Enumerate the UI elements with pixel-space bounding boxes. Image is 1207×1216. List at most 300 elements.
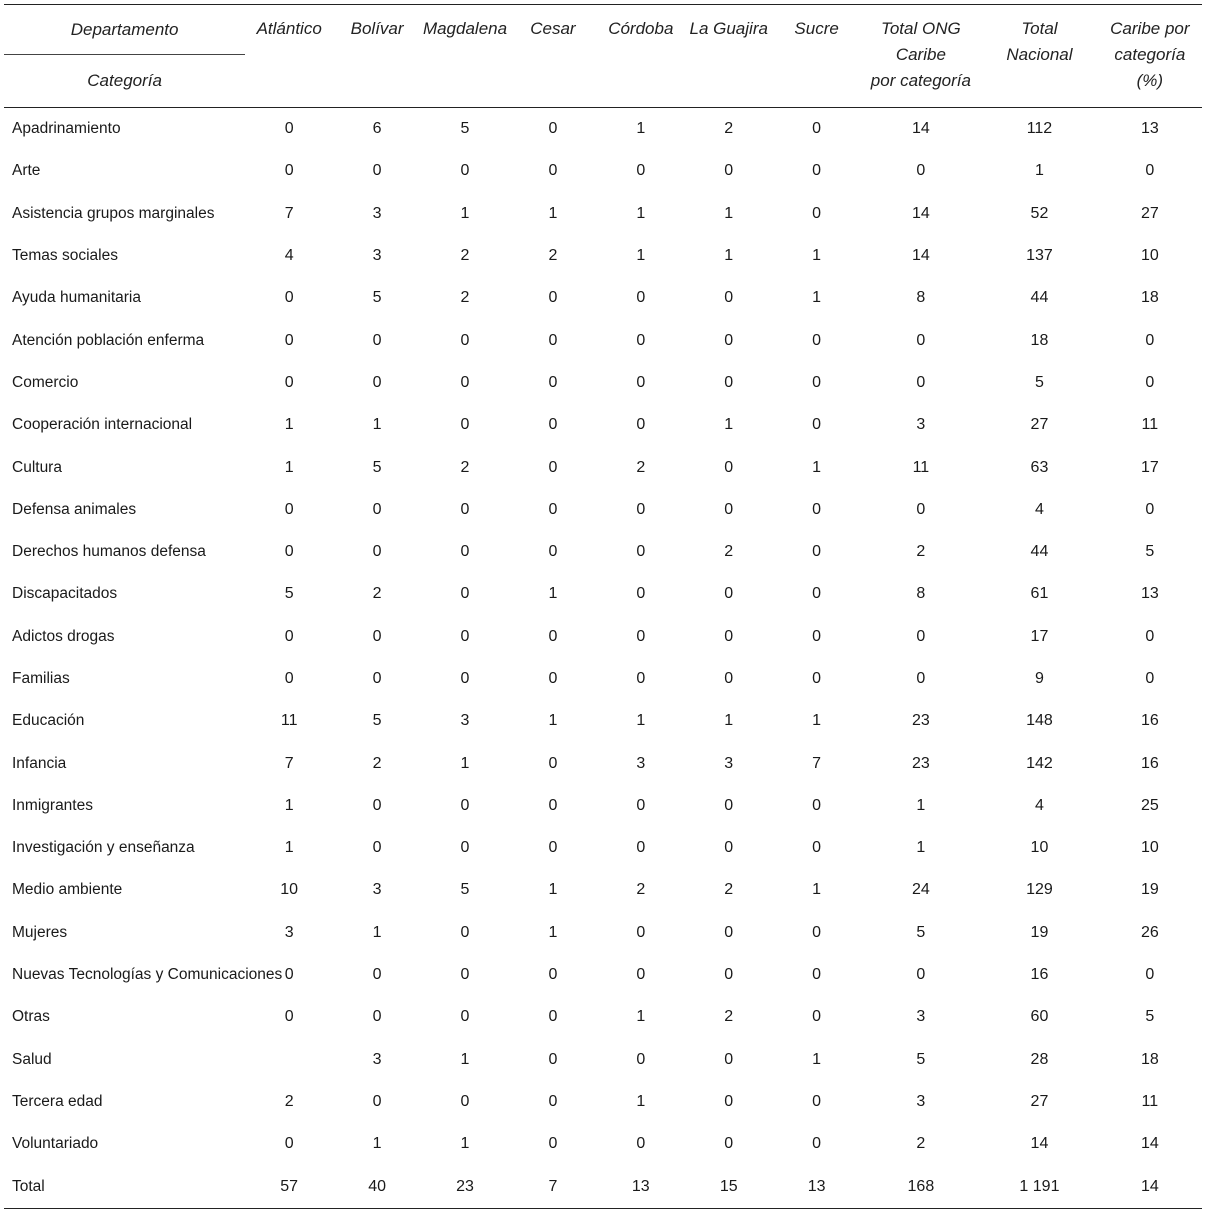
- value-cell: 14: [911, 204, 930, 222]
- category-cell: Defensa animales: [12, 500, 137, 518]
- value-cell: 1: [636, 247, 646, 265]
- value-cell: 0: [284, 500, 294, 518]
- value-cell: 1: [812, 881, 822, 899]
- value-cell: 0: [460, 162, 470, 180]
- category-cell: Comercio: [12, 373, 79, 391]
- value-cell: 0: [1145, 373, 1155, 391]
- value-cell: 3: [372, 881, 382, 899]
- value-cell: 0: [812, 120, 822, 138]
- value-cell: 0: [636, 331, 646, 349]
- value-cell: 0: [372, 1008, 382, 1026]
- value-cell: 1: [460, 1050, 470, 1068]
- value-cell: 5: [916, 1050, 926, 1068]
- value-cell: 0: [460, 1008, 470, 1026]
- value-cell: 5: [372, 458, 382, 476]
- value-cell: 1 191: [981, 1165, 1098, 1208]
- category-cell: Tercera edad: [12, 1092, 103, 1110]
- value-cell: 0: [1145, 670, 1155, 687]
- value-cell: 1: [724, 416, 734, 434]
- value-cell: 4: [1034, 796, 1044, 814]
- value-cell: 5: [460, 881, 470, 899]
- value-cell: 8: [916, 289, 926, 307]
- value-cell: 0: [1145, 500, 1155, 518]
- value-cell: 0: [548, 416, 558, 434]
- table-row: [4, 616, 1202, 658]
- value-cell: 1: [548, 712, 558, 730]
- value-cell: 5: [916, 923, 926, 941]
- table-row: [4, 319, 1202, 361]
- value-cell: 1: [460, 204, 470, 222]
- table-row: [4, 954, 1202, 996]
- value-cell: 0: [284, 373, 294, 391]
- value-cell: 1: [548, 585, 558, 603]
- header-total-caribe-line1: Total ONG Caribe: [881, 19, 961, 64]
- value-cell: 27: [1030, 416, 1049, 434]
- table-row-total: [4, 1165, 1202, 1208]
- value-cell: 0: [460, 500, 470, 518]
- value-cell: 0: [812, 1135, 822, 1153]
- value-cell: 0: [548, 1135, 558, 1153]
- value-cell: 40: [333, 1165, 421, 1208]
- value-cell: 0: [284, 627, 294, 645]
- value-cell: 1: [372, 923, 382, 941]
- value-cell: 0: [724, 585, 734, 603]
- value-cell: 17: [1140, 458, 1159, 476]
- value-cell: 19: [1140, 881, 1159, 899]
- value-cell: 1: [636, 712, 646, 730]
- value-cell: 0: [460, 1092, 470, 1110]
- value-cell: 1: [284, 416, 294, 434]
- value-cell: 0: [916, 670, 926, 687]
- value-cell: 0: [548, 754, 558, 772]
- value-cell: 0: [548, 120, 558, 138]
- value-cell: 57: [245, 1165, 333, 1208]
- value-cell: 27: [1030, 1092, 1049, 1110]
- value-cell: 2: [460, 458, 470, 476]
- value-cell: 1: [916, 796, 926, 814]
- value-cell: 1: [812, 289, 822, 307]
- value-cell: 0: [372, 543, 382, 561]
- value-cell: 0: [460, 373, 470, 391]
- table-row: [4, 658, 1202, 700]
- value-cell: 0: [548, 1092, 558, 1110]
- value-cell: 0: [724, 331, 734, 349]
- value-cell: 0: [636, 543, 646, 561]
- value-cell: 0: [372, 839, 382, 857]
- table-row: [4, 235, 1202, 277]
- value-cell: 1: [636, 1008, 646, 1026]
- value-cell: 0: [372, 373, 382, 391]
- value-cell: 0: [636, 373, 646, 391]
- value-cell: 9: [1034, 670, 1044, 687]
- value-cell: 2: [636, 881, 646, 899]
- value-cell: 0: [636, 1050, 646, 1068]
- value-cell: 6: [372, 120, 382, 138]
- category-cell: Adictos drogas: [12, 627, 115, 645]
- value-cell: 0: [636, 162, 646, 180]
- value-cell: 11: [1141, 416, 1159, 434]
- value-cell: 0: [916, 162, 926, 180]
- table-row: [4, 150, 1202, 192]
- header-total-nacional: [981, 5, 1098, 108]
- value-cell: 0: [548, 500, 558, 518]
- value-cell: 0: [372, 1092, 382, 1110]
- value-cell: 1: [284, 839, 294, 857]
- value-cell: 2: [724, 881, 734, 899]
- value-cell: 5: [372, 712, 382, 730]
- value-cell: 14: [1098, 1165, 1202, 1208]
- value-cell: 17: [1030, 627, 1049, 645]
- header-categoria: Categoría: [4, 55, 245, 108]
- value-cell: 0: [548, 543, 558, 561]
- category-cell: Familias: [12, 670, 70, 687]
- value-cell: 129: [1026, 881, 1053, 899]
- value-cell: 0: [636, 1135, 646, 1153]
- table-row: [4, 742, 1202, 784]
- value-cell: 2: [460, 289, 470, 307]
- value-cell: 0: [812, 670, 822, 687]
- value-cell: 0: [1145, 627, 1155, 645]
- value-cell: 0: [460, 331, 470, 349]
- header-col-atlantico: Atlántico: [245, 5, 333, 108]
- category-cell: Total: [4, 1165, 245, 1208]
- value-cell: 25: [1140, 796, 1159, 814]
- value-cell: 23: [421, 1165, 509, 1208]
- value-cell: 0: [548, 839, 558, 857]
- category-cell: Cooperación internacional: [12, 416, 193, 434]
- value-cell: 18: [1030, 331, 1049, 349]
- category-cell: Derechos humanos defensa: [12, 543, 206, 561]
- table-body: [4, 108, 1202, 1209]
- value-cell: 0: [636, 670, 646, 687]
- value-cell: 52: [1030, 204, 1049, 222]
- header-col-magdalena: Magdalena: [421, 5, 509, 108]
- value-cell: 3: [724, 754, 734, 772]
- value-cell: 7: [509, 1165, 597, 1208]
- value-cell: 10: [1140, 247, 1159, 265]
- value-cell: 0: [284, 543, 294, 561]
- header-caribe-pct: [1098, 5, 1202, 108]
- value-cell: 0: [548, 373, 558, 391]
- value-cell: 0: [724, 966, 734, 984]
- table-row: [4, 827, 1202, 869]
- value-cell: 0: [372, 162, 382, 180]
- value-cell: 11: [912, 458, 930, 476]
- value-cell: 0: [372, 627, 382, 645]
- value-cell: 2: [916, 1135, 926, 1153]
- value-cell: 0: [724, 458, 734, 476]
- category-cell: Inmigrantes: [12, 796, 93, 814]
- value-cell: 7: [812, 754, 822, 772]
- value-cell: 0: [548, 289, 558, 307]
- value-cell: 11: [280, 712, 298, 730]
- value-cell: 2: [548, 247, 558, 265]
- value-cell: 1: [372, 416, 382, 434]
- value-cell: 148: [1026, 712, 1053, 730]
- value-cell: 7: [284, 204, 294, 222]
- category-cell: Voluntariado: [12, 1135, 99, 1153]
- value-cell: 1: [548, 923, 558, 941]
- value-cell: 0: [548, 458, 558, 476]
- header-total-caribe: [861, 5, 982, 108]
- value-cell: 0: [372, 331, 382, 349]
- value-cell: 15: [685, 1165, 773, 1208]
- table-row: [4, 489, 1202, 531]
- value-cell: 3: [636, 754, 646, 772]
- category-cell: Salud: [12, 1050, 52, 1068]
- category-cell: Infancia: [12, 754, 67, 772]
- value-cell: 0: [636, 966, 646, 984]
- value-cell: 0: [372, 670, 382, 687]
- value-cell: 0: [636, 289, 646, 307]
- value-cell: 0: [812, 500, 822, 518]
- value-cell: 5: [460, 120, 470, 138]
- value-cell: 3: [372, 204, 382, 222]
- category-cell: Apadrinamiento: [12, 120, 121, 138]
- value-cell: 0: [812, 1008, 822, 1026]
- value-cell: 0: [284, 289, 294, 307]
- value-cell: 3: [460, 712, 470, 730]
- value-cell: 0: [636, 796, 646, 814]
- table-row: [4, 446, 1202, 488]
- value-cell: 1: [460, 1135, 470, 1153]
- value-cell: 0: [812, 585, 822, 603]
- value-cell: 0: [1145, 966, 1155, 984]
- table-row: [4, 362, 1202, 404]
- value-cell: 3: [916, 1008, 926, 1026]
- table-row: [4, 193, 1202, 235]
- table-header: [4, 5, 1202, 108]
- value-cell: 0: [460, 923, 470, 941]
- value-cell: 0: [284, 966, 294, 984]
- value-cell: 0: [548, 627, 558, 645]
- value-cell: 0: [916, 500, 926, 518]
- value-cell: 5: [284, 585, 294, 603]
- value-cell: 0: [284, 1135, 294, 1153]
- value-cell: 44: [1030, 289, 1049, 307]
- value-cell: 7: [284, 754, 294, 772]
- value-cell: 0: [812, 923, 822, 941]
- ong-category-table: [4, 4, 1202, 1209]
- value-cell: 1: [812, 458, 822, 476]
- value-cell: 0: [284, 331, 294, 349]
- value-cell: 0: [284, 162, 294, 180]
- value-cell: 10: [1140, 839, 1159, 857]
- value-cell: 2: [372, 754, 382, 772]
- value-cell: 0: [460, 670, 470, 687]
- table-row: [4, 277, 1202, 319]
- header-total-nacional-line2: Nacional: [1006, 45, 1073, 64]
- value-cell: 0: [724, 796, 734, 814]
- value-cell: 61: [1030, 585, 1049, 603]
- value-cell: 0: [548, 670, 558, 687]
- value-cell: 0: [636, 923, 646, 941]
- value-cell: 3: [372, 1050, 382, 1068]
- value-cell: 0: [812, 543, 822, 561]
- value-cell: 0: [724, 289, 734, 307]
- value-cell: 0: [460, 585, 470, 603]
- header-caribe-pct-line2: categoría: [1114, 45, 1186, 64]
- value-cell: 1: [724, 712, 734, 730]
- value-cell: 0: [284, 670, 294, 687]
- value-cell: 16: [1140, 754, 1159, 772]
- value-cell: 0: [284, 1008, 294, 1026]
- value-cell: 13: [1140, 120, 1159, 138]
- value-cell: 26: [1140, 923, 1159, 941]
- value-cell: 0: [724, 162, 734, 180]
- value-cell: 11: [1141, 1092, 1159, 1110]
- category-cell: Investigación y enseñanza: [12, 839, 195, 857]
- category-cell: Medio ambiente: [12, 881, 123, 899]
- value-cell: 1: [548, 881, 558, 899]
- value-cell: 0: [812, 331, 822, 349]
- value-cell: 18: [1140, 1050, 1159, 1068]
- value-cell: 14: [911, 247, 930, 265]
- value-cell: 28: [1030, 1050, 1049, 1068]
- table-row: [4, 531, 1202, 573]
- value-cell: 1: [372, 1135, 382, 1153]
- value-cell: 0: [548, 966, 558, 984]
- value-cell: 2: [724, 1008, 734, 1026]
- header-col-cordoba: Córdoba: [597, 5, 685, 108]
- header-col-bolivar: Bolívar: [333, 5, 421, 108]
- category-cell: Mujeres: [12, 923, 68, 941]
- value-cell: 1: [548, 204, 558, 222]
- value-cell: 0: [724, 627, 734, 645]
- value-cell: 168: [861, 1165, 982, 1208]
- value-cell: 2: [724, 120, 734, 138]
- category-cell: Temas sociales: [12, 247, 118, 265]
- category-cell: Arte: [12, 162, 41, 180]
- value-cell: 0: [724, 670, 734, 687]
- value-cell: 1: [724, 204, 734, 222]
- value-cell: 5: [1145, 1008, 1155, 1026]
- value-cell: 0: [548, 1050, 558, 1068]
- header-caribe-pct-line3: (%): [1136, 71, 1164, 90]
- value-cell: 1: [460, 754, 470, 772]
- value-cell: 0: [724, 1135, 734, 1153]
- value-cell: 1: [636, 120, 646, 138]
- value-cell: 8: [916, 585, 926, 603]
- value-cell: 0: [636, 839, 646, 857]
- value-cell: 0: [548, 331, 558, 349]
- table-row: [4, 700, 1202, 742]
- value-cell: 23: [911, 754, 930, 772]
- value-cell: 2: [916, 543, 926, 561]
- value-cell: 1: [1034, 162, 1044, 180]
- value-cell: [245, 1039, 333, 1081]
- value-cell: 0: [724, 373, 734, 391]
- value-cell: 0: [372, 500, 382, 518]
- category-cell: Atención población enferma: [12, 331, 205, 349]
- value-cell: 23: [911, 712, 930, 730]
- table-row: [4, 1039, 1202, 1081]
- value-cell: 27: [1140, 204, 1159, 222]
- value-cell: 137: [1026, 247, 1053, 265]
- category-cell: Discapacitados: [12, 585, 118, 603]
- header-col-la-guajira: La Guajira: [685, 5, 773, 108]
- value-cell: 19: [1030, 923, 1049, 941]
- value-cell: 0: [548, 162, 558, 180]
- value-cell: 0: [812, 204, 822, 222]
- value-cell: 0: [460, 966, 470, 984]
- value-cell: 0: [460, 839, 470, 857]
- value-cell: 1: [916, 839, 926, 857]
- value-cell: 0: [372, 966, 382, 984]
- category-cell: Nuevas Tecnologías y Comunicaciones: [12, 966, 283, 984]
- value-cell: 0: [812, 796, 822, 814]
- value-cell: 1: [812, 712, 822, 730]
- table-row: [4, 1123, 1202, 1165]
- value-cell: 3: [916, 416, 926, 434]
- value-cell: 0: [460, 543, 470, 561]
- value-cell: 0: [724, 1050, 734, 1068]
- value-cell: 60: [1030, 1008, 1049, 1026]
- value-cell: 14: [1030, 1135, 1049, 1153]
- table-row: [4, 404, 1202, 446]
- header-col-sucre: Sucre: [773, 5, 861, 108]
- value-cell: 0: [284, 120, 294, 138]
- value-cell: 1: [636, 1092, 646, 1110]
- value-cell: 63: [1030, 458, 1049, 476]
- value-cell: 1: [284, 458, 294, 476]
- value-cell: 3: [372, 247, 382, 265]
- value-cell: 13: [773, 1165, 861, 1208]
- value-cell: 0: [812, 966, 822, 984]
- value-cell: 2: [460, 247, 470, 265]
- value-cell: 0: [724, 839, 734, 857]
- value-cell: 0: [812, 162, 822, 180]
- value-cell: 0: [724, 923, 734, 941]
- value-cell: 2: [636, 458, 646, 476]
- value-cell: 5: [1034, 373, 1044, 391]
- header-total-caribe-line2: por categoría: [870, 71, 971, 90]
- value-cell: 0: [460, 627, 470, 645]
- value-cell: 0: [548, 1008, 558, 1026]
- value-cell: 13: [1140, 585, 1159, 603]
- value-cell: 0: [460, 796, 470, 814]
- table-row: [4, 1081, 1202, 1123]
- value-cell: 0: [1145, 162, 1155, 180]
- value-cell: 0: [636, 416, 646, 434]
- table-row: [4, 869, 1202, 911]
- value-cell: 13: [597, 1165, 685, 1208]
- value-cell: 1: [284, 796, 294, 814]
- header-col-cesar: Cesar: [509, 5, 597, 108]
- value-cell: 4: [1034, 500, 1044, 518]
- value-cell: 0: [372, 796, 382, 814]
- header-departamento: Departamento: [4, 5, 245, 55]
- category-cell: Otras: [12, 1008, 50, 1026]
- table-row: [4, 996, 1202, 1038]
- category-cell: Asistencia grupos marginales: [12, 204, 215, 222]
- value-cell: 0: [636, 627, 646, 645]
- category-cell: Educación: [12, 712, 85, 730]
- value-cell: 0: [548, 796, 558, 814]
- header-caribe-pct-line1: Caribe por: [1110, 19, 1190, 38]
- table-row: [4, 912, 1202, 954]
- value-cell: 0: [812, 416, 822, 434]
- value-cell: 10: [280, 881, 299, 899]
- value-cell: 18: [1140, 289, 1159, 307]
- value-cell: 0: [916, 331, 926, 349]
- value-cell: 0: [916, 627, 926, 645]
- header-total-nacional-line1: Total: [1021, 19, 1058, 38]
- value-cell: 3: [284, 923, 294, 941]
- value-cell: 0: [460, 416, 470, 434]
- value-cell: 5: [372, 289, 382, 307]
- value-cell: 2: [372, 585, 382, 603]
